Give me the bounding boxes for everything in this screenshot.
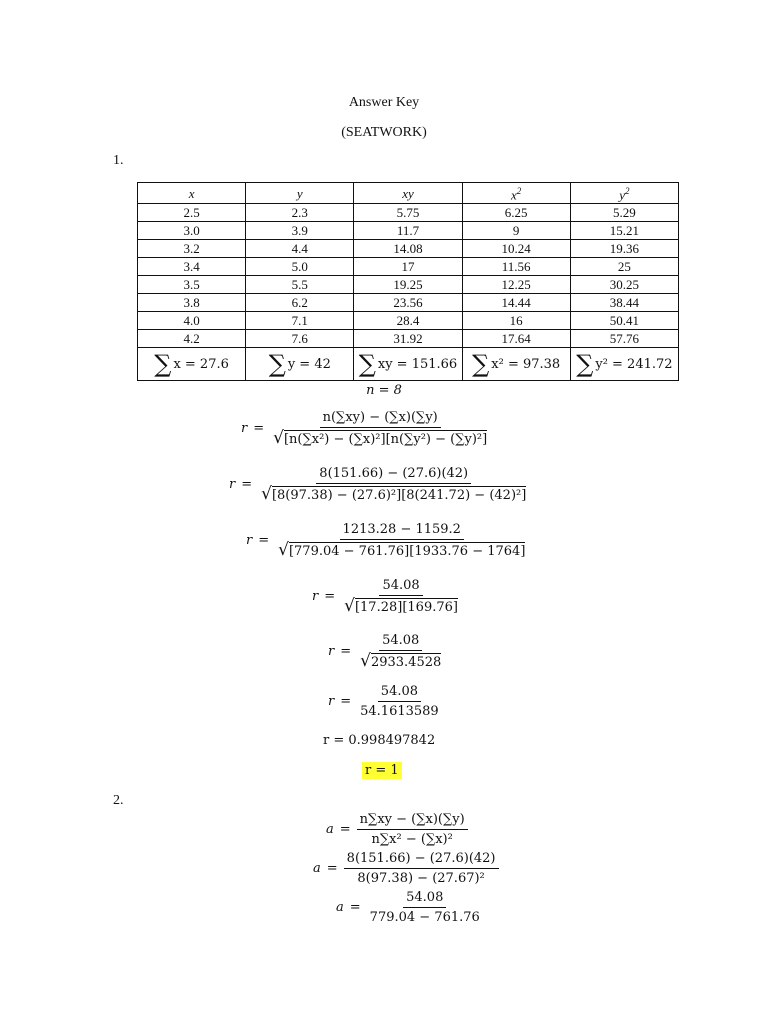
table-cell: 4.4 bbox=[246, 240, 354, 258]
item-number-1: 1. bbox=[113, 153, 124, 168]
sum-y2: ∑ y² = 241.72 bbox=[570, 348, 678, 381]
data-table bbox=[137, 182, 679, 381]
r-step-3: r = 1213.28 − 1159.2 √ [779.04 − 761.76][1933.76 − 1764] bbox=[246, 522, 526, 560]
n-value: n = 8 bbox=[366, 383, 402, 398]
table-cell: 9 bbox=[462, 222, 570, 240]
table-cell: 50.41 bbox=[570, 312, 678, 330]
table-cell: 7.1 bbox=[246, 312, 354, 330]
table-cell: 15.21 bbox=[570, 222, 678, 240]
table-row bbox=[138, 240, 679, 258]
table-cell: 4.2 bbox=[138, 330, 246, 348]
table-header-x2: $x^2$ bbox=[462, 183, 570, 204]
table-cell: 6.25 bbox=[462, 204, 570, 222]
table-row bbox=[138, 312, 679, 330]
table-cell: 25 bbox=[570, 258, 678, 276]
table-cell: 14.44 bbox=[462, 294, 570, 312]
table-cell: 3.8 bbox=[138, 294, 246, 312]
sum-xy: ∑ xy = 151.66 bbox=[354, 348, 462, 381]
table-cell: 3.2 bbox=[138, 240, 246, 258]
table-cell: 38.44 bbox=[570, 294, 678, 312]
page-subtitle: (SEATWORK) bbox=[341, 125, 427, 140]
a-step-3: a = $\frac{54.08}{779.04 - 761.76}$ bbox=[336, 890, 480, 925]
table-cell: 19.36 bbox=[570, 240, 678, 258]
table-row bbox=[138, 276, 679, 294]
table-cell: 23.56 bbox=[354, 294, 462, 312]
r-decimal-result: r = 0.998497842 bbox=[323, 733, 436, 748]
r-step-6: r = $\frac{54.08}{54.1613589}$ bbox=[328, 684, 439, 719]
table-cell: 11.7 bbox=[354, 222, 462, 240]
table-cell: 12.25 bbox=[462, 276, 570, 294]
table-cell: 31.92 bbox=[354, 330, 462, 348]
table-row bbox=[138, 222, 679, 240]
table-header-y: y bbox=[246, 183, 354, 204]
table-cell: 17.64 bbox=[462, 330, 570, 348]
table-cell: 5.0 bbox=[246, 258, 354, 276]
table-row bbox=[138, 258, 679, 276]
table-cell: 28.4 bbox=[354, 312, 462, 330]
table-header-xy: xy bbox=[354, 183, 462, 204]
table-cell: 5.75 bbox=[354, 204, 462, 222]
table-cell: 3.4 bbox=[138, 258, 246, 276]
table-cell: 3.5 bbox=[138, 276, 246, 294]
r-step-5: r = 54.08 √ 2933.4528 bbox=[328, 633, 442, 671]
table-cell: 14.08 bbox=[354, 240, 462, 258]
page-title: Answer Key bbox=[348, 95, 420, 110]
table-header-y2: $y^2$ bbox=[570, 183, 678, 204]
table-cell: 5.29 bbox=[570, 204, 678, 222]
table-cell: 3.0 bbox=[138, 222, 246, 240]
item-number-2: 2. bbox=[113, 793, 124, 808]
table-cell: 7.6 bbox=[246, 330, 354, 348]
table-cell: 3.9 bbox=[246, 222, 354, 240]
sum-x2: ∑ x² = 97.38 bbox=[462, 348, 570, 381]
table-cell: 10.24 bbox=[462, 240, 570, 258]
table-row bbox=[138, 204, 679, 222]
table-cell: 5.5 bbox=[246, 276, 354, 294]
table-cell: 6.2 bbox=[246, 294, 354, 312]
r-substitution: r = 8(151.66) − (27.6)(42) √ [8(97.38) − (27.6)²][8(241.72) − (42)²] bbox=[229, 466, 527, 504]
table-cell: 2.5 bbox=[138, 204, 246, 222]
table-header-row bbox=[138, 183, 679, 204]
sum-y: ∑ y = 42 bbox=[246, 348, 354, 381]
table-cell: 30.25 bbox=[570, 276, 678, 294]
r-final-answer bbox=[362, 762, 402, 779]
table-sum-row bbox=[138, 348, 679, 381]
table-cell: 19.25 bbox=[354, 276, 462, 294]
a-substitution: a = $\frac{8(151.66) - (27.6)(42)}{\text{8(97.38) − (27.67)²}}$ bbox=[313, 851, 499, 886]
table-cell: 4.0 bbox=[138, 312, 246, 330]
table-cell: 57.76 bbox=[570, 330, 678, 348]
sum-x: ∑ x = 27.6 bbox=[138, 348, 246, 381]
table-header-x: x bbox=[138, 183, 246, 204]
a-formula: a = $\frac{n\sum xy - (\sum x)(\sum y)}{\text{n∑x² − (∑x)²}}$ bbox=[326, 812, 468, 847]
table-cell: 11.56 bbox=[462, 258, 570, 276]
table-cell: 16 bbox=[462, 312, 570, 330]
table-row bbox=[138, 294, 679, 312]
highlighted-answer: r = 1 bbox=[362, 762, 402, 779]
table-cell: 2.3 bbox=[246, 204, 354, 222]
r-step-4: r = 54.08 √ [17.28][169.76] bbox=[312, 578, 458, 616]
r-formula: r = n(∑xy) − (∑x)(∑y) √ [n(∑x²) − (∑x)²][n(∑y²) − (∑y)²] bbox=[241, 410, 488, 448]
table-cell: 17 bbox=[354, 258, 462, 276]
table-row bbox=[138, 330, 679, 348]
